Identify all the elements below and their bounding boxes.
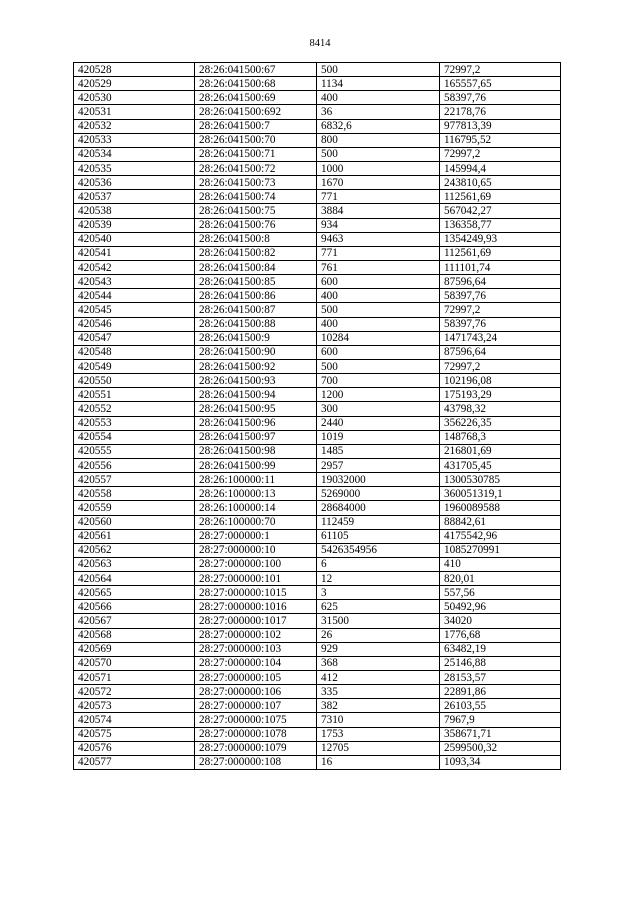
- table-row: [74, 642, 561, 656]
- record-number-cell: 420577: [74, 755, 195, 769]
- table-row: [74, 430, 561, 444]
- cadastral-number-cell: 28:26:041500:96: [195, 416, 317, 430]
- value-cell: 2599500,32: [440, 741, 561, 755]
- area-cell: 335: [317, 685, 440, 699]
- value-cell: 1300530785: [440, 473, 561, 487]
- table-row: [74, 63, 561, 77]
- record-number-cell: 420551: [74, 388, 195, 402]
- record-number-cell: 420550: [74, 374, 195, 388]
- record-number-cell: 420539: [74, 218, 195, 232]
- record-number-cell: 420546: [74, 317, 195, 331]
- cadastral-number-cell: 28:27:000000:1079: [195, 741, 317, 755]
- area-cell: 929: [317, 642, 440, 656]
- area-cell: 761: [317, 260, 440, 274]
- table-row: [74, 713, 561, 727]
- cadastral-number-cell: 28:26:041500:68: [195, 77, 317, 91]
- record-number-cell: 420570: [74, 656, 195, 670]
- table-row: [74, 741, 561, 755]
- area-cell: 3884: [317, 204, 440, 218]
- table-row: [74, 600, 561, 614]
- value-cell: 1085270991: [440, 543, 561, 557]
- value-cell: 58397,76: [440, 289, 561, 303]
- area-cell: 2440: [317, 416, 440, 430]
- table-row: [74, 388, 561, 402]
- cadastral-number-cell: 28:26:041500:692: [195, 105, 317, 119]
- cadastral-number-cell: 28:27:000000:107: [195, 699, 317, 713]
- cadastral-number-cell: 28:26:041500:73: [195, 176, 317, 190]
- table-row: [74, 331, 561, 345]
- record-number-cell: 420566: [74, 600, 195, 614]
- record-number-cell: 420560: [74, 515, 195, 529]
- cadastral-number-cell: 28:26:100000:11: [195, 473, 317, 487]
- cadastral-number-cell: 28:26:041500:71: [195, 147, 317, 161]
- record-number-cell: 420574: [74, 713, 195, 727]
- value-cell: 356226,35: [440, 416, 561, 430]
- cadastral-number-cell: 28:27:000000:1075: [195, 713, 317, 727]
- cadastral-number-cell: 28:27:000000:1: [195, 529, 317, 543]
- cadastral-number-cell: 28:26:041500:72: [195, 161, 317, 175]
- cadastral-number-cell: 28:26:041500:85: [195, 275, 317, 289]
- cadastral-number-cell: 28:26:041500:75: [195, 204, 317, 218]
- table-row: [74, 572, 561, 586]
- cadastral-number-cell: 28:27:000000:100: [195, 557, 317, 571]
- area-cell: 382: [317, 699, 440, 713]
- table-row: [74, 161, 561, 175]
- record-number-cell: 420549: [74, 359, 195, 373]
- table-row: [74, 416, 561, 430]
- record-number-cell: 420531: [74, 105, 195, 119]
- cadastral-number-cell: 28:27:000000:105: [195, 671, 317, 685]
- value-cell: 102196,08: [440, 374, 561, 388]
- value-cell: 4175542,96: [440, 529, 561, 543]
- record-number-cell: 420542: [74, 260, 195, 274]
- area-cell: 771: [317, 246, 440, 260]
- record-number-cell: 420564: [74, 572, 195, 586]
- value-cell: 28153,57: [440, 671, 561, 685]
- record-number-cell: 420528: [74, 63, 195, 77]
- cadastral-number-cell: 28:27:000000:1078: [195, 727, 317, 741]
- cadastral-number-cell: 28:26:041500:82: [195, 246, 317, 260]
- area-cell: 112459: [317, 515, 440, 529]
- record-number-cell: 420562: [74, 543, 195, 557]
- cadastral-number-cell: 28:26:041500:70: [195, 133, 317, 147]
- cadastral-number-cell: 28:26:041500:69: [195, 91, 317, 105]
- table-row: [74, 656, 561, 670]
- record-number-cell: 420569: [74, 642, 195, 656]
- table-row: [74, 529, 561, 543]
- table-row: [74, 289, 561, 303]
- cadastral-number-cell: 28:26:041500:74: [195, 190, 317, 204]
- area-cell: 1019: [317, 430, 440, 444]
- record-number-cell: 420537: [74, 190, 195, 204]
- area-cell: 500: [317, 63, 440, 77]
- table-row: [74, 402, 561, 416]
- table-row: [74, 133, 561, 147]
- value-cell: 63482,19: [440, 642, 561, 656]
- area-cell: 9463: [317, 232, 440, 246]
- cadastral-number-cell: 28:26:041500:87: [195, 303, 317, 317]
- area-cell: 600: [317, 345, 440, 359]
- record-number-cell: 420576: [74, 741, 195, 755]
- table-row: [74, 755, 561, 769]
- record-number-cell: 420538: [74, 204, 195, 218]
- value-cell: 34020: [440, 614, 561, 628]
- value-cell: 557,56: [440, 586, 561, 600]
- record-number-cell: 420558: [74, 487, 195, 501]
- table-row: [74, 473, 561, 487]
- record-number-cell: 420543: [74, 275, 195, 289]
- area-cell: 400: [317, 317, 440, 331]
- page-number: 8414: [309, 38, 331, 49]
- cadastral-number-cell: 28:27:000000:101: [195, 572, 317, 586]
- value-cell: 7967,9: [440, 713, 561, 727]
- value-cell: 136358,77: [440, 218, 561, 232]
- cadastral-number-cell: 28:27:000000:10: [195, 543, 317, 557]
- value-cell: 243810,65: [440, 176, 561, 190]
- area-cell: 1670: [317, 176, 440, 190]
- record-number-cell: 420567: [74, 614, 195, 628]
- table-row: [74, 444, 561, 458]
- area-cell: 5269000: [317, 487, 440, 501]
- cadastral-number-cell: 28:26:041500:9: [195, 331, 317, 345]
- area-cell: 19032000: [317, 473, 440, 487]
- record-number-cell: 420559: [74, 501, 195, 515]
- cadastral-number-cell: 28:26:041500:84: [195, 260, 317, 274]
- value-cell: 148768,3: [440, 430, 561, 444]
- table-row: [74, 685, 561, 699]
- area-cell: 600: [317, 275, 440, 289]
- table-row: [74, 246, 561, 260]
- cadastral-number-cell: 28:26:100000:14: [195, 501, 317, 515]
- value-cell: 72997,2: [440, 147, 561, 161]
- value-cell: 50492,96: [440, 600, 561, 614]
- value-cell: 1354249,93: [440, 232, 561, 246]
- area-cell: 934: [317, 218, 440, 232]
- cadastral-number-cell: 28:26:041500:76: [195, 218, 317, 232]
- record-number-cell: 420544: [74, 289, 195, 303]
- area-cell: 16: [317, 755, 440, 769]
- cadastral-number-cell: 28:26:041500:7: [195, 119, 317, 133]
- table-row: [74, 232, 561, 246]
- area-cell: 2957: [317, 458, 440, 472]
- record-number-cell: 420568: [74, 628, 195, 642]
- value-cell: 358671,71: [440, 727, 561, 741]
- cadastral-number-cell: 28:26:041500:86: [195, 289, 317, 303]
- table-row: [74, 374, 561, 388]
- area-cell: 1200: [317, 388, 440, 402]
- table-row: [74, 458, 561, 472]
- table-row: [74, 586, 561, 600]
- value-cell: 112561,69: [440, 190, 561, 204]
- table-row: [74, 105, 561, 119]
- record-number-cell: 420532: [74, 119, 195, 133]
- value-cell: 112561,69: [440, 246, 561, 260]
- area-cell: 36: [317, 105, 440, 119]
- area-cell: 300: [317, 402, 440, 416]
- record-number-cell: 420529: [74, 77, 195, 91]
- table-row: [74, 628, 561, 642]
- cadastral-number-cell: 28:26:041500:90: [195, 345, 317, 359]
- value-cell: 175193,29: [440, 388, 561, 402]
- cadastral-number-cell: 28:27:000000:1015: [195, 586, 317, 600]
- value-cell: 165557,65: [440, 77, 561, 91]
- area-cell: 1485: [317, 444, 440, 458]
- table-row: [74, 727, 561, 741]
- value-cell: 25146,88: [440, 656, 561, 670]
- table-row: [74, 614, 561, 628]
- record-number-cell: 420548: [74, 345, 195, 359]
- table-row: [74, 190, 561, 204]
- cadastral-number-cell: 28:26:041500:98: [195, 444, 317, 458]
- cadastral-number-cell: 28:27:000000:106: [195, 685, 317, 699]
- table-row: [74, 260, 561, 274]
- table-row: [74, 515, 561, 529]
- cadastral-number-cell: 28:26:041500:88: [195, 317, 317, 331]
- cadastral-number-cell: 28:26:100000:70: [195, 515, 317, 529]
- value-cell: 87596,64: [440, 345, 561, 359]
- value-cell: 820,01: [440, 572, 561, 586]
- land-registry-table: [73, 62, 561, 770]
- area-cell: 412: [317, 671, 440, 685]
- record-number-cell: 420547: [74, 331, 195, 345]
- value-cell: 410: [440, 557, 561, 571]
- area-cell: 1000: [317, 161, 440, 175]
- value-cell: 216801,69: [440, 444, 561, 458]
- record-number-cell: 420573: [74, 699, 195, 713]
- area-cell: 500: [317, 303, 440, 317]
- cadastral-number-cell: 28:27:000000:108: [195, 755, 317, 769]
- record-number-cell: 420561: [74, 529, 195, 543]
- value-cell: 72997,2: [440, 359, 561, 373]
- area-cell: 700: [317, 374, 440, 388]
- record-number-cell: 420571: [74, 671, 195, 685]
- record-number-cell: 420554: [74, 430, 195, 444]
- value-cell: 145994,4: [440, 161, 561, 175]
- record-number-cell: 420565: [74, 586, 195, 600]
- area-cell: 61105: [317, 529, 440, 543]
- value-cell: 58397,76: [440, 317, 561, 331]
- record-number-cell: 420556: [74, 458, 195, 472]
- table-row: [74, 543, 561, 557]
- value-cell: 567042,27: [440, 204, 561, 218]
- cadastral-number-cell: 28:27:000000:1017: [195, 614, 317, 628]
- area-cell: 625: [317, 600, 440, 614]
- table-row: [74, 501, 561, 515]
- record-number-cell: 420535: [74, 161, 195, 175]
- area-cell: 7310: [317, 713, 440, 727]
- record-number-cell: 420536: [74, 176, 195, 190]
- area-cell: 26: [317, 628, 440, 642]
- value-cell: 111101,74: [440, 260, 561, 274]
- table-row: [74, 699, 561, 713]
- value-cell: 1960089588: [440, 501, 561, 515]
- table-row: [74, 204, 561, 218]
- table-row: [74, 91, 561, 105]
- area-cell: 1753: [317, 727, 440, 741]
- value-cell: 431705,45: [440, 458, 561, 472]
- table-row: [74, 303, 561, 317]
- area-cell: 3: [317, 586, 440, 600]
- value-cell: 22178,76: [440, 105, 561, 119]
- table-row: [74, 359, 561, 373]
- record-number-cell: 420534: [74, 147, 195, 161]
- record-number-cell: 420553: [74, 416, 195, 430]
- value-cell: 1093,34: [440, 755, 561, 769]
- cadastral-number-cell: 28:26:041500:67: [195, 63, 317, 77]
- cadastral-number-cell: 28:26:041500:97: [195, 430, 317, 444]
- value-cell: 116795,52: [440, 133, 561, 147]
- table-row: [74, 557, 561, 571]
- table-row: [74, 671, 561, 685]
- cadastral-number-cell: 28:26:041500:99: [195, 458, 317, 472]
- area-cell: 28684000: [317, 501, 440, 515]
- area-cell: 771: [317, 190, 440, 204]
- record-number-cell: 420563: [74, 557, 195, 571]
- record-number-cell: 420541: [74, 246, 195, 260]
- value-cell: 1471743,24: [440, 331, 561, 345]
- table-row: [74, 119, 561, 133]
- record-number-cell: 420552: [74, 402, 195, 416]
- table-body: [74, 63, 561, 770]
- value-cell: 72997,2: [440, 63, 561, 77]
- table-row: [74, 275, 561, 289]
- cadastral-number-cell: 28:26:041500:93: [195, 374, 317, 388]
- record-number-cell: 420575: [74, 727, 195, 741]
- area-cell: 368: [317, 656, 440, 670]
- cadastral-number-cell: 28:27:000000:1016: [195, 600, 317, 614]
- area-cell: 800: [317, 133, 440, 147]
- area-cell: 400: [317, 91, 440, 105]
- area-cell: 5426354956: [317, 543, 440, 557]
- value-cell: 58397,76: [440, 91, 561, 105]
- value-cell: 88842,61: [440, 515, 561, 529]
- value-cell: 26103,55: [440, 699, 561, 713]
- area-cell: 10284: [317, 331, 440, 345]
- value-cell: 977813,39: [440, 119, 561, 133]
- value-cell: 22891,86: [440, 685, 561, 699]
- table-row: [74, 176, 561, 190]
- area-cell: 500: [317, 359, 440, 373]
- record-number-cell: 420555: [74, 444, 195, 458]
- table-row: [74, 345, 561, 359]
- cadastral-number-cell: 28:27:000000:103: [195, 642, 317, 656]
- record-number-cell: 420540: [74, 232, 195, 246]
- table-row: [74, 147, 561, 161]
- area-cell: 6: [317, 557, 440, 571]
- cadastral-number-cell: 28:26:100000:13: [195, 487, 317, 501]
- area-cell: 6832,6: [317, 119, 440, 133]
- record-number-cell: 420572: [74, 685, 195, 699]
- area-cell: 1134: [317, 77, 440, 91]
- cadastral-number-cell: 28:26:041500:95: [195, 402, 317, 416]
- cadastral-number-cell: 28:27:000000:104: [195, 656, 317, 670]
- value-cell: 87596,64: [440, 275, 561, 289]
- table-row: [74, 77, 561, 91]
- area-cell: 500: [317, 147, 440, 161]
- area-cell: 12705: [317, 741, 440, 755]
- value-cell: 72997,2: [440, 303, 561, 317]
- cadastral-number-cell: 28:27:000000:102: [195, 628, 317, 642]
- record-number-cell: 420557: [74, 473, 195, 487]
- cadastral-number-cell: 28:26:041500:8: [195, 232, 317, 246]
- area-cell: 400: [317, 289, 440, 303]
- record-number-cell: 420533: [74, 133, 195, 147]
- value-cell: 360051319,1: [440, 487, 561, 501]
- value-cell: 43798,32: [440, 402, 561, 416]
- value-cell: 1776,68: [440, 628, 561, 642]
- table-row: [74, 218, 561, 232]
- area-cell: 31500: [317, 614, 440, 628]
- cadastral-number-cell: 28:26:041500:92: [195, 359, 317, 373]
- table-row: [74, 487, 561, 501]
- cadastral-number-cell: 28:26:041500:94: [195, 388, 317, 402]
- table-row: [74, 317, 561, 331]
- record-number-cell: 420530: [74, 91, 195, 105]
- area-cell: 12: [317, 572, 440, 586]
- record-number-cell: 420545: [74, 303, 195, 317]
